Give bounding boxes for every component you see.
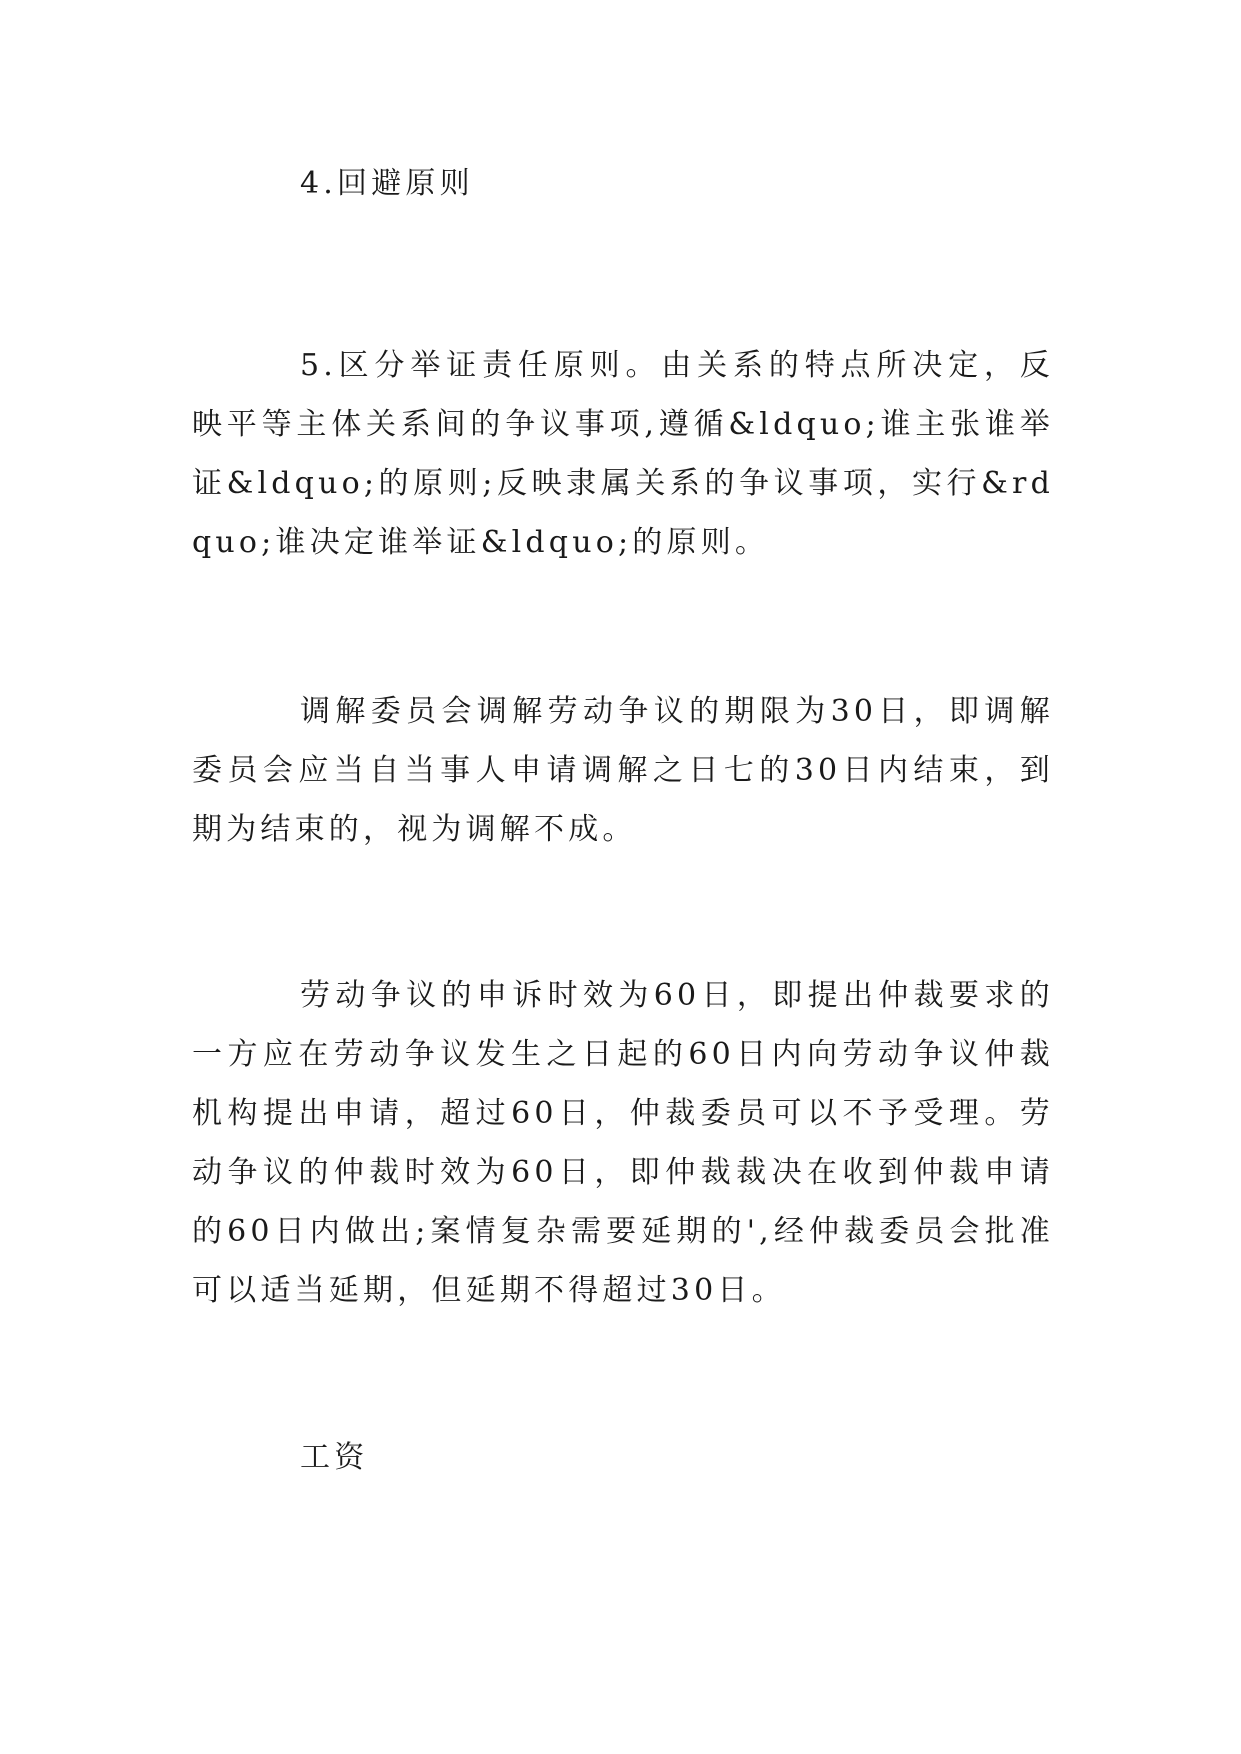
section-heading-wages: 工资: [300, 1440, 369, 1475]
paragraph-mediation-period: 调解委员会调解劳动争议的期限为30日，即调解委员会应当自当事人申请调解之日七的30日内结束，到期为结束的，视为调解不成。: [192, 694, 1054, 847]
paragraph-arbitration-time-limit: 劳动争议的申诉时效为60日，即提出仲裁要求的一方应在劳动争议发生之日起的60日内向劳动争议仲裁机构提出申请，超过60日，仲裁委员可以不予受理。劳动争议的仲裁时效为60日，即仲裁裁决在收到仲裁申请的60日内做出;案情复杂需要延期的',经仲裁委员会批准可以适当延期，但延期不得超过30日。: [192, 978, 1054, 1308]
paragraph-avoidance-principle: 4.回避原则: [300, 166, 474, 201]
paragraph-burden-of-proof-principle: 5.区分举证责任原则。由关系的特点所决定，反映平等主体关系间的争议事项,遵循&ldquo;谁主张谁举证&ldquo;的原则;反映隶属关系的争议事项，实行&rdquo;谁决定谁举证&ldquo;的原则。: [192, 348, 1054, 560]
